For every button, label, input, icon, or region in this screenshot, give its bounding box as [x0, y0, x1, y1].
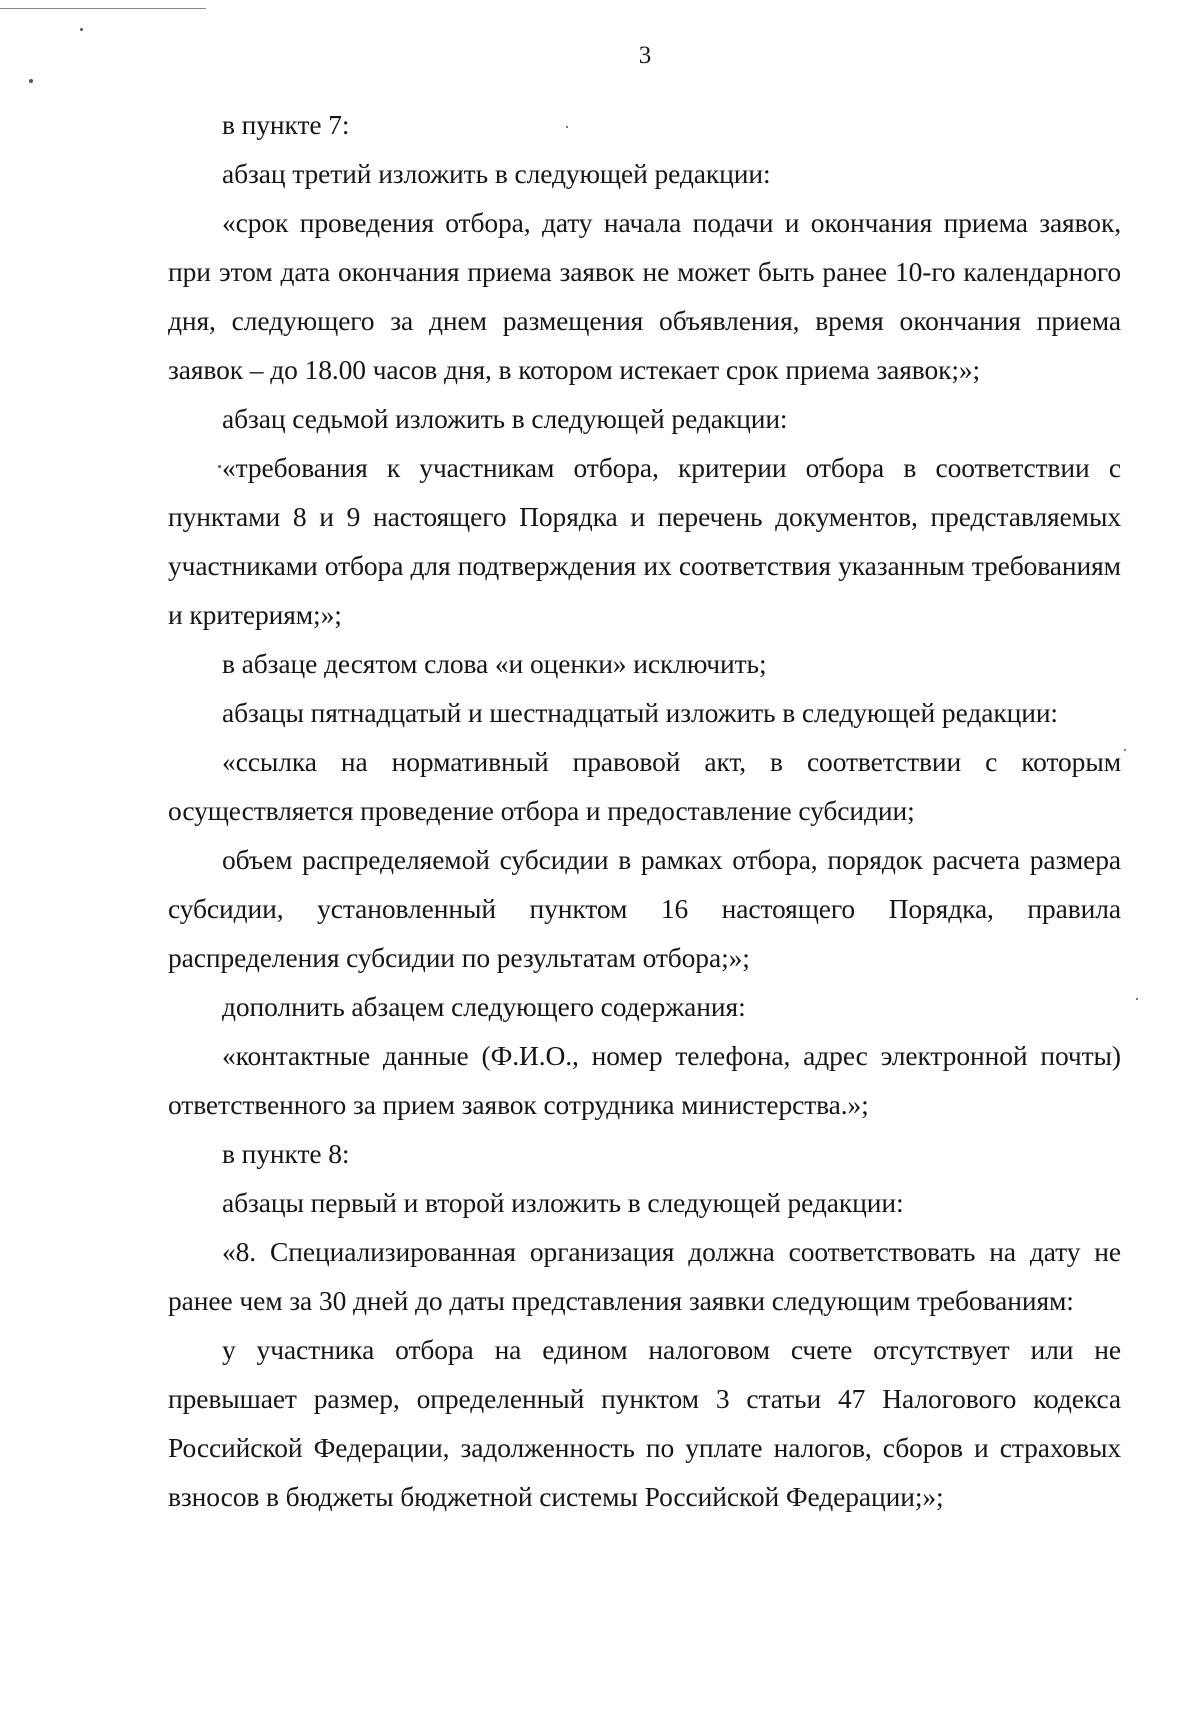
paragraph: в пункте 8:	[222, 1138, 350, 1169]
paragraph: в абзаце десятом слова «и оценки» исключить;	[222, 648, 767, 679]
paragraph: «контактные данные (Ф.И.О., номер телефона, адрес электронной почты) ответственного за прием заявок сотрудника министерства.»;	[168, 1040, 1121, 1120]
paragraph: абзац третий изложить в следующей редакции:	[222, 158, 771, 189]
page-number: 3	[638, 42, 652, 69]
paragraph: дополнить абзацем следующего содержания:	[222, 991, 746, 1022]
paragraph: «требования к участникам отбора, критерии отбора в соответствии с пунктами 8 и 9 настоящего Порядка и перечень документов, представляемых участниками отбора для подтверждения их соответствия указанным требованиям и критериям;»;	[168, 452, 1121, 630]
paragraph: «срок проведения отбора, дату начала подачи и окончания приема заявок, при этом дата окончания приема заявок не может быть ранее 10-го календарного дня, следующего за днем размещения объявления, время окончания приема заявок – до 18.00 часов дня, в котором истекает срок приема заявок;»;	[168, 207, 1121, 385]
paragraph: в пункте 7:	[222, 109, 350, 140]
paragraph: объем распределяемой субсидии в рамках отбора, порядок расчета размера субсидии, установленный пунктом 16 настоящего Порядка, правила распределения субсидии по результатам отбора;»;	[168, 844, 1121, 973]
paragraph: абзацы первый и второй изложить в следующей редакции:	[222, 1187, 904, 1218]
scan-speck	[80, 28, 83, 31]
scan-speck	[1136, 998, 1138, 1000]
scan-speck	[218, 465, 221, 468]
scan-speck	[566, 126, 568, 128]
scan-speck	[29, 79, 33, 83]
scan-top-rule	[0, 8, 206, 9]
document-body	[168, 100, 1121, 1521]
paragraph: у участника отбора на едином налоговом счете отсутствует или не превышает размер, определенный пунктом 3 статьи 47 Налогового кодекса Российской Федерации, задолженность по уплате налогов, сборов и страховых взносов в бюджеты бюджетной системы Российской Федерации;»;	[168, 1334, 1121, 1512]
paragraph: абзац седьмой изложить в следующей редакции:	[222, 403, 788, 434]
paragraph: «ссылка на нормативный правовой акт, в соответствии с которым осуществляется проведение отбора и предоставление субсидии;	[168, 746, 1121, 826]
scan-speck	[1124, 749, 1126, 751]
paragraph: «8. Специализированная организация должна соответствовать на дату не ранее чем за 30 дней до даты представления заявки следующим требованиям:	[168, 1236, 1121, 1316]
paragraph: абзацы пятнадцатый и шестнадцатый изложить в следующей редакции:	[222, 697, 1058, 728]
